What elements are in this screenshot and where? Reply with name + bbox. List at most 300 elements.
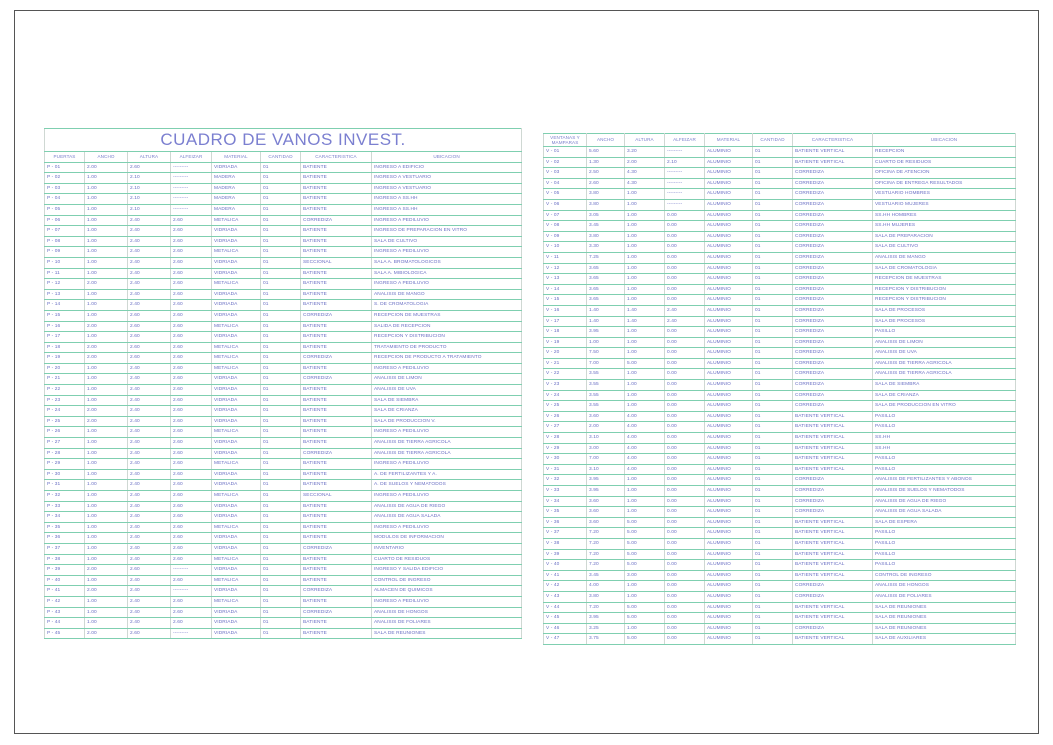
- table-cell: V - 03: [544, 168, 587, 179]
- table-cell: 2.40: [128, 543, 171, 554]
- table-cell: BATIENTE: [301, 480, 372, 491]
- table-cell: 1.00: [85, 438, 128, 449]
- table-cell: 1.00: [85, 395, 128, 406]
- table-cell: 1.00: [85, 247, 128, 258]
- table-cell: P - 05: [45, 204, 85, 215]
- table-cell: V - 02: [544, 157, 587, 168]
- table-cell: 4.00: [625, 422, 665, 433]
- table-cell: SALA DE CRIANZA: [873, 390, 1016, 401]
- table-cell: 2.00: [85, 565, 128, 576]
- table-cell: VIDRIADA: [212, 395, 261, 406]
- table-cell: CORREDIZA: [793, 199, 873, 210]
- table-cell: 7.25: [587, 252, 625, 263]
- table-cell: P - 17: [45, 332, 85, 343]
- table-cell: 3.55: [587, 401, 625, 412]
- table-cell: ALUMINIO: [705, 295, 753, 306]
- table-cell: P - 15: [45, 310, 85, 321]
- table-cell: 1.00: [85, 268, 128, 279]
- table-row: [45, 385, 522, 396]
- table-cell: 0.00: [665, 210, 705, 221]
- table-cell: P - 34: [45, 512, 85, 523]
- table-cell: 2.60: [171, 491, 212, 502]
- table-cell: 01: [753, 443, 793, 454]
- table-cell: 2.40: [128, 279, 171, 290]
- table-cell: 2.40: [128, 226, 171, 237]
- table-cell: 4.00: [625, 464, 665, 475]
- table-cell: METALICA: [212, 427, 261, 438]
- table-cell: CONTROL DE INGRESO: [372, 575, 522, 586]
- table-cell: CORREDIZA: [793, 348, 873, 359]
- table-cell: 2.40: [128, 533, 171, 544]
- table-cell: CORREDIZA: [793, 581, 873, 592]
- table-cell: BATIENTE VERTICAL: [793, 634, 873, 645]
- table-cell: 01: [753, 560, 793, 571]
- table-cell: CORREDIZA: [793, 358, 873, 369]
- table-cell: 2.00: [85, 628, 128, 639]
- table-row: [544, 613, 1016, 624]
- table-cell: ALUMINIO: [705, 538, 753, 549]
- table-cell: 1.30: [587, 157, 625, 168]
- table-cell: 0.00: [665, 274, 705, 285]
- table-cell: 7.00: [587, 454, 625, 465]
- table-cell: V - 07: [544, 210, 587, 221]
- table-cell: P - 10: [45, 257, 85, 268]
- table-row: [45, 215, 522, 226]
- table-cell: 0.00: [665, 390, 705, 401]
- table-cell: 2.40: [128, 236, 171, 247]
- table-cell: ALUMINIO: [705, 475, 753, 486]
- table-row: [45, 173, 522, 184]
- table-cell: 2.10: [128, 194, 171, 205]
- table-row: [544, 189, 1016, 200]
- table-cell: ANALISIS DE AGUA SALADA: [873, 507, 1016, 518]
- table-cell: 2.40: [128, 575, 171, 586]
- table-cell: 1.00: [85, 543, 128, 554]
- table-cell: 3.05: [587, 210, 625, 221]
- table-cell: INGRESO A PEDILUVIO: [372, 363, 522, 374]
- table-cell: INGRESO Y SALIDA EDIFICIO: [372, 565, 522, 576]
- table-cell: V - 19: [544, 337, 587, 348]
- table-cell: CORREDIZA: [793, 178, 873, 189]
- column-header: UBICACION: [873, 134, 1016, 147]
- table-cell: 01: [753, 210, 793, 221]
- table-cell: VIDRIADA: [212, 332, 261, 343]
- table-cell: 01: [753, 634, 793, 645]
- table-row: [45, 204, 522, 215]
- table-cell: V - 27: [544, 422, 587, 433]
- table-cell: VIDRIADA: [212, 512, 261, 523]
- table-cell: 01: [753, 538, 793, 549]
- table-cell: 1.00: [625, 263, 665, 274]
- table-row: [544, 570, 1016, 581]
- table-cell: 2.40: [128, 469, 171, 480]
- table-cell: 0.00: [665, 358, 705, 369]
- table-row: [544, 634, 1016, 645]
- table-cell: SS.HH: [873, 433, 1016, 444]
- table-cell: V - 46: [544, 623, 587, 634]
- table-cell: METALICA: [212, 363, 261, 374]
- table-cell: INGRESO A SS.HH: [372, 204, 522, 215]
- table-cell: 7.20: [587, 549, 625, 560]
- table-cell: SALA DE PRODUCCION EN VITRO: [873, 401, 1016, 412]
- table-cell: 1.00: [625, 486, 665, 497]
- table-cell: P - 26: [45, 427, 85, 438]
- table-cell: V - 12: [544, 263, 587, 274]
- table-cell: 1.00: [85, 501, 128, 512]
- table-cell: V - 39: [544, 549, 587, 560]
- table-row: [544, 358, 1016, 369]
- table-cell: 01: [753, 528, 793, 539]
- table-cell: INGRESO A PEDILUVIO: [372, 459, 522, 470]
- table-cell: V - 31: [544, 464, 587, 475]
- table-cell: SALA DE REUNIONES: [873, 613, 1016, 624]
- table-cell: VIDRIADA: [212, 586, 261, 597]
- table-cell: 4.00: [587, 581, 625, 592]
- table-cell: ALUMINIO: [705, 157, 753, 168]
- table-cell: ANALISIS DE UVA: [372, 385, 522, 396]
- table-cell: INGRESO A SS.HH: [372, 194, 522, 205]
- table-cell: RECEPCION DE MUESTRAS: [873, 274, 1016, 285]
- table-cell: 2.40: [128, 491, 171, 502]
- table-cell: 01: [261, 491, 301, 502]
- table-cell: 01: [261, 533, 301, 544]
- table-cell: CORREDIZA: [793, 305, 873, 316]
- table-cell: SALA DE AUXILIARES: [873, 634, 1016, 645]
- table-cell: 2.40: [665, 316, 705, 327]
- table-cell: ALUMINIO: [705, 358, 753, 369]
- table-cell: VIDRIADA: [212, 416, 261, 427]
- table-cell: BATIENTE VERTICAL: [793, 157, 873, 168]
- table-cell: 3.60: [587, 507, 625, 518]
- table-cell: 1.00: [625, 231, 665, 242]
- table-cell: P - 41: [45, 586, 85, 597]
- table-cell: V - 25: [544, 401, 587, 412]
- table-cell: BATIENTE: [301, 194, 372, 205]
- table-cell: 2.40: [128, 459, 171, 470]
- table-cell: ANALISIS DE HONGOS: [873, 581, 1016, 592]
- table-cell: 2.00: [85, 321, 128, 332]
- table-cell: 5.60: [587, 147, 625, 158]
- table-cell: BATIENTE VERTICAL: [793, 528, 873, 539]
- table-cell: ANALISIS DE LIMON: [372, 374, 522, 385]
- table-cell: BATIENTE VERTICAL: [793, 411, 873, 422]
- table-cell: 1.00: [625, 199, 665, 210]
- table-cell: 2.00: [85, 342, 128, 353]
- table-cell: SALA A. MIBIOLOGICA: [372, 268, 522, 279]
- column-header: ANCHO: [587, 134, 625, 147]
- table-cell: ALUMINIO: [705, 486, 753, 497]
- table-cell: 0.00: [665, 295, 705, 306]
- table-cell: 1.00: [625, 348, 665, 359]
- table-cell: P - 03: [45, 183, 85, 194]
- table-cell: 01: [753, 199, 793, 210]
- table-cell: BATIENTE: [301, 321, 372, 332]
- table-cell: BATIENTE: [301, 236, 372, 247]
- table-row: [544, 549, 1016, 560]
- table-cell: ---------: [171, 183, 212, 194]
- table-cell: VIDRIADA: [212, 310, 261, 321]
- table-cell: 0.00: [665, 507, 705, 518]
- table-cell: 01: [261, 385, 301, 396]
- table-cell: METALICA: [212, 321, 261, 332]
- table-row: [45, 618, 522, 629]
- table-cell: ANALISIS DE AGUA SALADA: [372, 512, 522, 523]
- column-header: ALTURA: [625, 134, 665, 147]
- table-cell: CORREDIZA: [793, 284, 873, 295]
- table-cell: BATIENTE: [301, 438, 372, 449]
- table-row: [544, 496, 1016, 507]
- table-cell: 2.40: [665, 305, 705, 316]
- table-cell: SECCIONAL: [301, 257, 372, 268]
- table-cell: ALUMINIO: [705, 316, 753, 327]
- table-cell: 2.40: [128, 268, 171, 279]
- table-row: [544, 422, 1016, 433]
- table-cell: SS.HH MUJERES: [873, 221, 1016, 232]
- table-cell: 5.00: [625, 634, 665, 645]
- table-cell: ALUMINIO: [705, 242, 753, 253]
- table-cell: 1.00: [85, 575, 128, 586]
- windows-table: [543, 133, 1016, 645]
- table-cell: 2.40: [128, 247, 171, 258]
- table-cell: A. DE FERTILIZANTES Y A.: [372, 469, 522, 480]
- table-row: [544, 443, 1016, 454]
- table-cell: 0.00: [665, 623, 705, 634]
- table-cell: 01: [261, 628, 301, 639]
- table-row: [45, 480, 522, 491]
- table-cell: ALUMINIO: [705, 623, 753, 634]
- table-cell: 3.95: [587, 475, 625, 486]
- table-cell: 1.00: [85, 226, 128, 237]
- table-cell: 0.00: [665, 263, 705, 274]
- table-cell: ALUMINIO: [705, 464, 753, 475]
- table-cell: P - 20: [45, 363, 85, 374]
- table-cell: 01: [753, 422, 793, 433]
- table-cell: BATIENTE VERTICAL: [793, 464, 873, 475]
- table-cell: CORREDIZA: [793, 475, 873, 486]
- table-cell: BATIENTE VERTICAL: [793, 570, 873, 581]
- table-cell: 1.00: [625, 242, 665, 253]
- table-cell: 2.40: [128, 554, 171, 565]
- table-cell: CUARTO DE RESIDUOS: [372, 554, 522, 565]
- table-cell: ANALISIS DE TIERRA AGRICOLA: [372, 438, 522, 449]
- table-row: [544, 178, 1016, 189]
- table-cell: VIDRIADA: [212, 385, 261, 396]
- table-cell: 2.60: [171, 607, 212, 618]
- table-cell: BATIENTE VERTICAL: [793, 433, 873, 444]
- table-cell: 1.00: [85, 332, 128, 343]
- table-cell: V - 16: [544, 305, 587, 316]
- table-cell: VIDRIADA: [212, 618, 261, 629]
- table-cell: BATIENTE: [301, 618, 372, 629]
- table-cell: 0.00: [665, 327, 705, 338]
- table-cell: INGRESO A PEDILUVIO: [372, 596, 522, 607]
- column-header: ALFEIZAR: [665, 134, 705, 147]
- table-cell: 2.40: [128, 501, 171, 512]
- table-row: [45, 438, 522, 449]
- table-cell: RECEPCION: [873, 147, 1016, 158]
- table-cell: SECCIONAL: [301, 491, 372, 502]
- table-cell: 01: [753, 284, 793, 295]
- table-row: [45, 501, 522, 512]
- table-row: [544, 305, 1016, 316]
- table-cell: ---------: [171, 565, 212, 576]
- table-cell: PASILLO: [873, 422, 1016, 433]
- table-row: [45, 183, 522, 194]
- table-row: [45, 607, 522, 618]
- table-cell: ALUMINIO: [705, 443, 753, 454]
- table-cell: 01: [261, 480, 301, 491]
- table-row: [45, 268, 522, 279]
- table-cell: ALUMINIO: [705, 263, 753, 274]
- table-cell: 0.00: [665, 613, 705, 624]
- column-header: VENTANAS Y MAMPARAS: [544, 134, 587, 147]
- table-cell: P - 40: [45, 575, 85, 586]
- table-cell: 1.00: [625, 581, 665, 592]
- table-cell: 0.00: [665, 560, 705, 571]
- table-cell: 1.00: [85, 427, 128, 438]
- table-cell: 01: [753, 454, 793, 465]
- table-cell: ---------: [171, 204, 212, 215]
- table-cell: CORREDIZA: [793, 274, 873, 285]
- table-row: [544, 464, 1016, 475]
- table-cell: 3.80: [587, 591, 625, 602]
- table-cell: SALA DE SIEMBRA: [372, 395, 522, 406]
- table-cell: ALUMINIO: [705, 401, 753, 412]
- table-cell: METALICA: [212, 596, 261, 607]
- table-row: [544, 411, 1016, 422]
- table-cell: MADERA: [212, 194, 261, 205]
- table-cell: 2.60: [171, 596, 212, 607]
- table-cell: BATIENTE: [301, 575, 372, 586]
- table-cell: 2.00: [85, 416, 128, 427]
- table-cell: ANALISIS DE FERTILIZANTES Y ABONOS: [873, 475, 1016, 486]
- table-cell: V - 24: [544, 390, 587, 401]
- table-cell: SALA DE CULTIVO: [372, 236, 522, 247]
- table-cell: 1.00: [85, 194, 128, 205]
- table-cell: 01: [753, 591, 793, 602]
- table-cell: 1.40: [587, 305, 625, 316]
- table-cell: 2.40: [128, 257, 171, 268]
- table-cell: ALUMINIO: [705, 337, 753, 348]
- table-cell: 01: [261, 194, 301, 205]
- table-cell: VESTUARIO MUJERES: [873, 199, 1016, 210]
- table-cell: V - 23: [544, 380, 587, 391]
- table-cell: V - 09: [544, 231, 587, 242]
- doors-table: [44, 128, 522, 639]
- table-cell: BATIENTE: [301, 459, 372, 470]
- table-cell: 01: [261, 596, 301, 607]
- table-cell: ALUMINIO: [705, 327, 753, 338]
- table-cell: 3.95: [587, 613, 625, 624]
- table-cell: V - 36: [544, 517, 587, 528]
- table-cell: ANALISIS DE LIMON: [873, 337, 1016, 348]
- table-row: [544, 486, 1016, 497]
- table-cell: ALUMINIO: [705, 210, 753, 221]
- table-cell: BATIENTE: [301, 183, 372, 194]
- table-cell: V - 37: [544, 528, 587, 539]
- table-row: [544, 475, 1016, 486]
- table-cell: V - 38: [544, 538, 587, 549]
- table-cell: 1.00: [625, 475, 665, 486]
- table-cell: 0.00: [665, 443, 705, 454]
- table-cell: ALUMINIO: [705, 274, 753, 285]
- table-cell: P - 11: [45, 268, 85, 279]
- table-cell: 3.65: [587, 284, 625, 295]
- table-cell: P - 43: [45, 607, 85, 618]
- table-cell: VIDRIADA: [212, 289, 261, 300]
- table-cell: BATIENTE: [301, 300, 372, 311]
- table-cell: V - 20: [544, 348, 587, 359]
- table-cell: 01: [753, 242, 793, 253]
- table-cell: P - 44: [45, 618, 85, 629]
- table-cell: ALUMINIO: [705, 570, 753, 581]
- table-row: [544, 337, 1016, 348]
- table-cell: METALICA: [212, 554, 261, 565]
- table-cell: 01: [753, 464, 793, 475]
- table-cell: 2.60: [171, 215, 212, 226]
- table-cell: 01: [753, 613, 793, 624]
- table-cell: BATIENTE: [301, 406, 372, 417]
- table-cell: P - 07: [45, 226, 85, 237]
- table-cell: V - 35: [544, 507, 587, 518]
- table-cell: BATIENTE: [301, 332, 372, 343]
- table-cell: P - 37: [45, 543, 85, 554]
- table-cell: V - 08: [544, 221, 587, 232]
- table-cell: 1.00: [85, 236, 128, 247]
- table-cell: 5.00: [625, 549, 665, 560]
- table-cell: ---------: [665, 147, 705, 158]
- table-cell: P - 23: [45, 395, 85, 406]
- table-cell: 1.00: [625, 401, 665, 412]
- table-cell: 0.00: [665, 486, 705, 497]
- table-cell: 5.00: [625, 602, 665, 613]
- table-cell: MADERA: [212, 183, 261, 194]
- table-cell: 5.00: [625, 528, 665, 539]
- table-cell: 2.60: [171, 416, 212, 427]
- table-cell: 1.00: [85, 204, 128, 215]
- table-cell: CORREDIZA: [793, 401, 873, 412]
- table-row: [544, 274, 1016, 285]
- table-cell: 0.00: [665, 634, 705, 645]
- table-cell: 1.00: [625, 380, 665, 391]
- table-row: [544, 401, 1016, 412]
- table-cell: ALUMINIO: [705, 284, 753, 295]
- table-cell: 2.00: [85, 279, 128, 290]
- table-cell: 1.00: [625, 623, 665, 634]
- table-cell: BATIENTE: [301, 522, 372, 533]
- table-cell: INGRESO DE PREPARACION EN VITRO: [372, 226, 522, 237]
- table-cell: V - 34: [544, 496, 587, 507]
- table-cell: 2.40: [128, 586, 171, 597]
- table-row: [544, 454, 1016, 465]
- table-cell: PASILLO: [873, 549, 1016, 560]
- table-cell: OFICINA DE ENTREGA RESULTADOS: [873, 178, 1016, 189]
- table-cell: 2.40: [128, 596, 171, 607]
- table-cell: ALUMINIO: [705, 199, 753, 210]
- table-cell: ALUMINIO: [705, 305, 753, 316]
- table-cell: 2.00: [85, 162, 128, 173]
- table-cell: V - 15: [544, 295, 587, 306]
- table-cell: ANALISIS DE FOLIARES: [372, 618, 522, 629]
- table-row: [544, 528, 1016, 539]
- table-cell: 01: [261, 257, 301, 268]
- table-cell: PASILLO: [873, 528, 1016, 539]
- table-cell: SALA DE REUNIONES: [873, 602, 1016, 613]
- table-cell: 0.00: [665, 517, 705, 528]
- table-cell: 0.00: [665, 528, 705, 539]
- table-cell: 2.60: [587, 178, 625, 189]
- table-cell: CORREDIZA: [301, 374, 372, 385]
